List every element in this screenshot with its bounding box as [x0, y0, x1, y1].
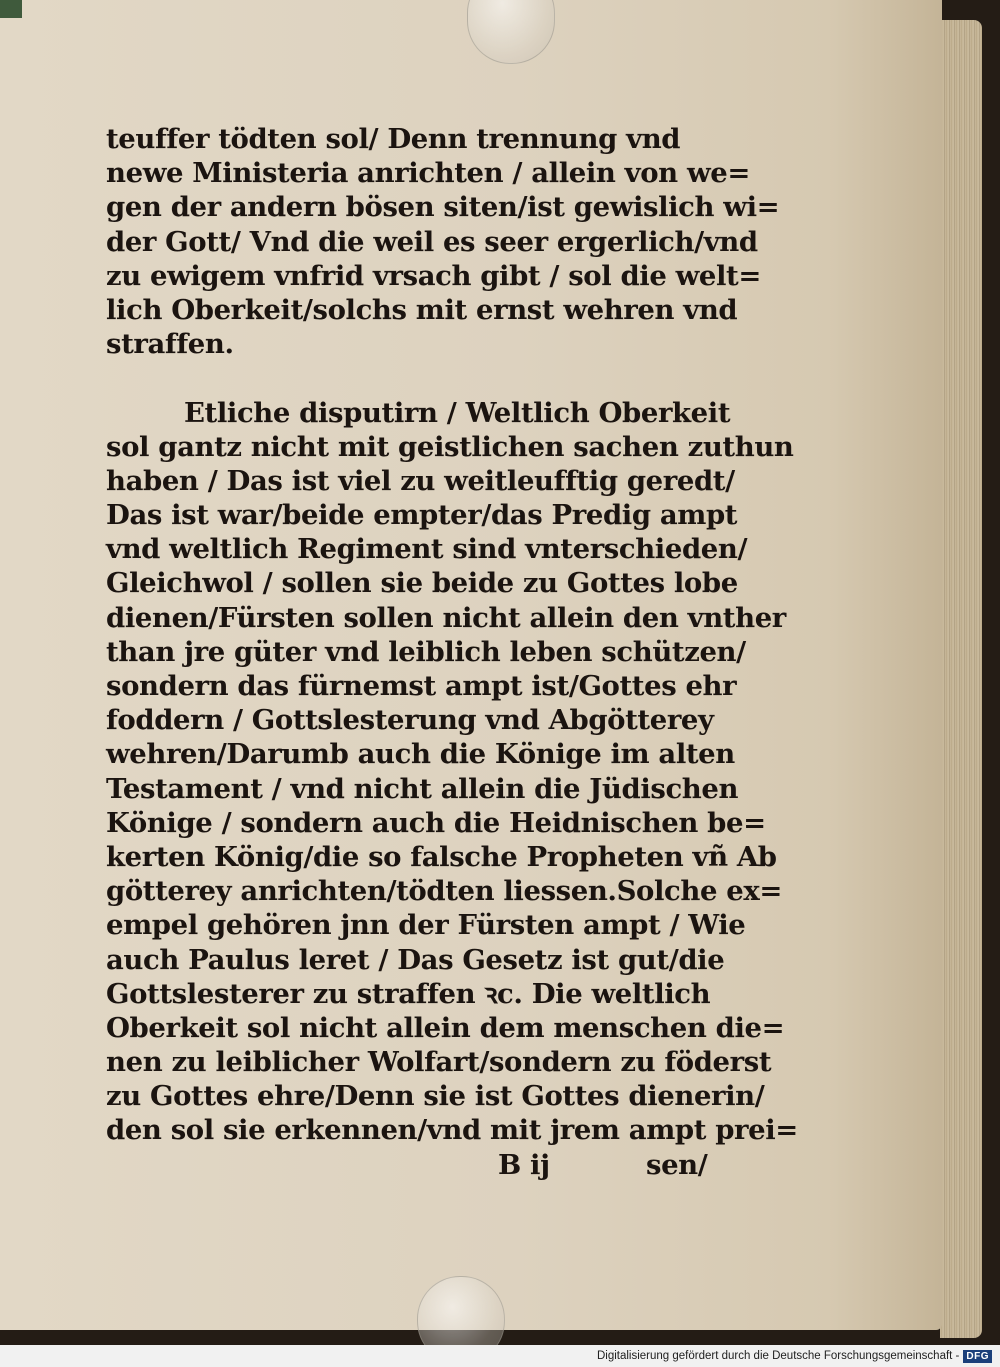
text-line: kerten König/die so falsche Propheten vñ Ab — [106, 840, 777, 873]
catchword: sen/ — [646, 1148, 708, 1181]
paragraph-2 — [106, 396, 798, 1148]
digitization-credit-bar — [0, 1345, 1000, 1367]
text-line: straffen. — [106, 328, 234, 361]
credit-text: Digitalisierung gefördert durch die Deutsche Forschungsgemeinschaft - — [596, 1350, 960, 1362]
text-line: sondern das fürnemst ampt ist/Gottes ehr — [106, 670, 737, 702]
text-line: than jre güter vnd leiblich leben schützen/ — [106, 635, 746, 668]
paragraph-1 — [106, 122, 780, 361]
page-footer-line — [106, 1148, 718, 1182]
text-line: den sol sie erkennen/vnd mit jrem ampt prei= — [106, 1114, 798, 1147]
text-line: wehren/Darumb auch die Könige im alten — [106, 738, 735, 771]
text-line: dienen/Fürsten sollen nicht allein den vnther — [106, 601, 786, 634]
dfg-logo: DFG — [963, 1350, 992, 1363]
text-line: götterey anrichten/tödten liessen.Solche ex= — [106, 875, 782, 908]
text-line: Testament / vnd nicht allein die Jüdischen — [106, 772, 739, 805]
corner-mark — [0, 0, 22, 18]
text-line: auch Paulus leret / Das Gesetz ist gut/die — [106, 943, 725, 976]
text-line: empel gehören jnn der Fürsten ampt / Wie — [106, 909, 746, 942]
text-line: lich Oberkeit/solchs mit ernst wehren vnd — [106, 293, 738, 326]
text-line: gen der andern bösen siten/ist gewislich wi= — [106, 191, 780, 224]
page-text-block — [106, 122, 798, 1182]
text-line: Könige / sondern auch die Heidnischen be= — [106, 806, 766, 839]
text-line: der Gott/ Vnd die weil es seer ergerlich/vnd — [106, 225, 758, 258]
text-line: vnd weltlich Regiment sind vnterschieden/ — [106, 533, 748, 566]
text-line: foddern / Gottslesterung vnd Abgötterey — [106, 704, 714, 737]
text-line: Gottslesterer zu straffen ꝛc. Die weltlich — [106, 977, 711, 1010]
book-page-edges — [940, 20, 982, 1338]
text-line: teuffer tödten sol/ Denn trennung vnd — [106, 123, 681, 155]
signature-mark: B ij — [498, 1148, 550, 1181]
text-line: Das ist war/beide empter/das Predig ampt — [106, 499, 738, 532]
paragraph-gap — [106, 361, 718, 395]
text-line: haben / Das ist viel zu weitleufftig geredt/ — [106, 464, 735, 497]
text-line: newe Ministeria anrichten / allein von we= — [106, 157, 750, 190]
text-line: nen zu leiblicher Wolfart/sondern zu föderst — [106, 1046, 772, 1079]
text-line: Oberkeit sol nicht allein dem menschen die= — [106, 1011, 785, 1044]
text-line: zu ewigem vnfrid vrsach gibt / sol die welt= — [106, 259, 761, 292]
text-line: Etliche disputirn / Weltlich Oberkeit — [184, 396, 731, 429]
text-line: zu Gottes ehre/Denn sie ist Gottes dienerin/ — [106, 1080, 765, 1113]
text-line: Gleichwol / sollen sie beide zu Gottes lobe — [106, 567, 738, 600]
text-line: sol gantz nicht mit geistlichen sachen zuthun — [106, 430, 794, 463]
